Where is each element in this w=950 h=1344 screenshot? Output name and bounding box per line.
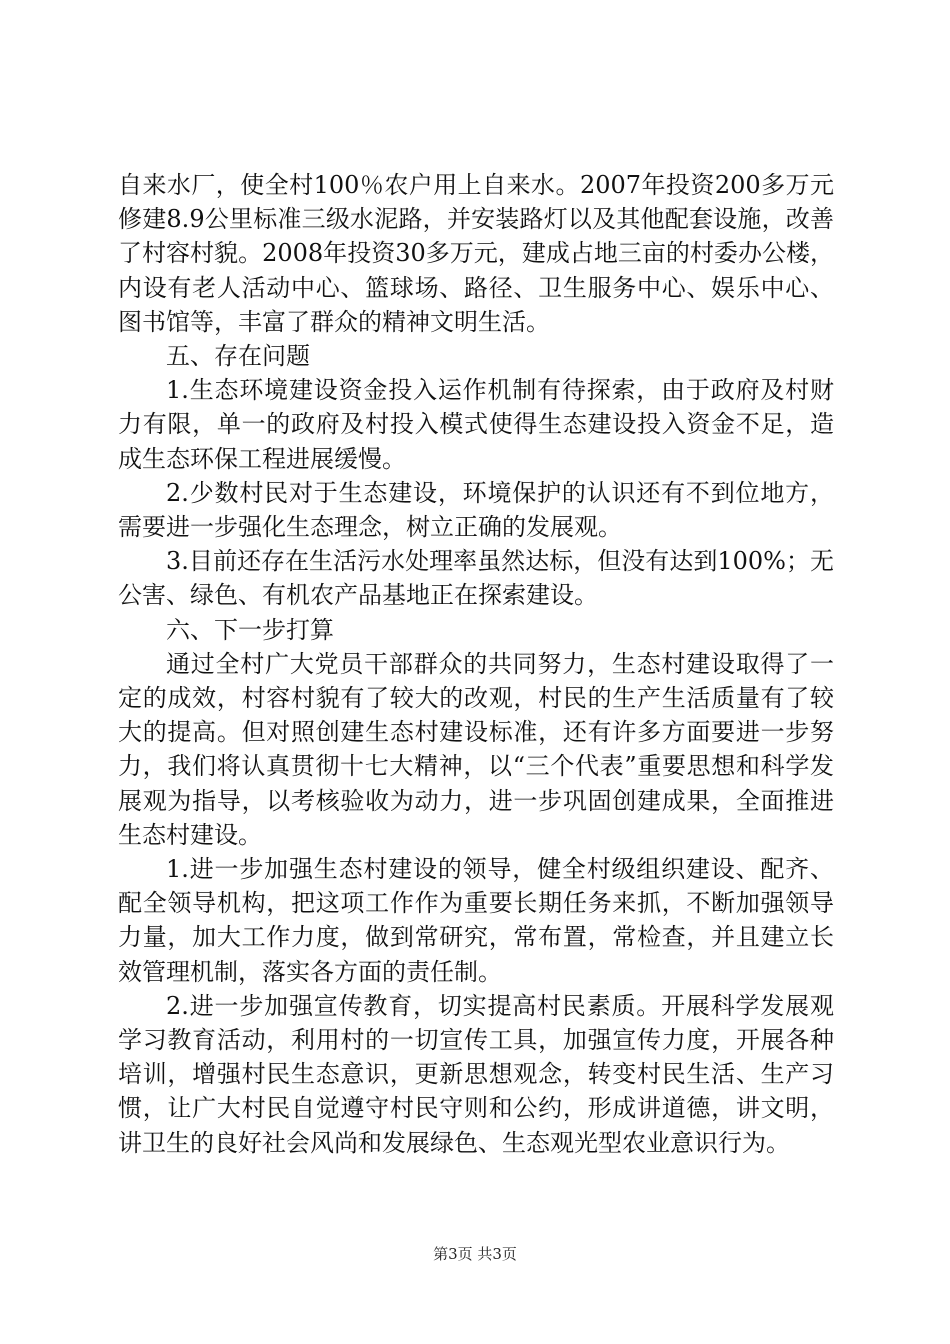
page-number-footer: 第3页 共3页 — [433, 1245, 517, 1263]
paragraph-problem-2: 2.少数村民对于生态建设，环境保护的认识还有不到位地方，需要进一步强化生态理念，树立正确的发展观。 — [118, 478, 834, 542]
paragraph-continued: 自来水厂，使全村100％农户用上自来水。2007年投资200多万元修建8.9公里标准三级水泥路，并安装路灯以及其他配套设施，改善了村容村貌。2008年投资30多万元，建成占地三亩的村委办公楼，内设有老人活动中心、篮球场、路径、卫生服务中心、娱乐中心、图书馆等，丰富了群众的精神文明生活。 — [118, 171, 834, 336]
paragraph-next-intro: 通过全村广大党员干部群众的共同努力，生态村建设取得了一定的成效，村容村貌有了较大的改观，村民的生产生活质量有了较大的提高。但对照创建生态村建设标准，还有许多方面要进一步努力，我们将认真贯彻十七大精神，以“三个代表”重要思想和科学发展观为指导，以考核验收为动力，进一步巩固创建成果，全面推进生态村建设。 — [118, 649, 834, 849]
paragraph-problem-3: 3.目前还存在生活污水处理率虽然达标，但没有达到100%；无公害、绿色、有机农产品基地正在探索建设。 — [118, 547, 834, 610]
paragraph-next-2: 2.进一步加强宣传教育，切实提高村民素质。开展科学发展观学习教育活动，利用村的一切宣传工具，加强宣传力度，开展各种培训，增强村民生态意识，更新思想观念，转变村民生活、生产习惯，让广大村民自觉遵守村民守则和公约，形成讲道德，讲文明，讲卫生的良好社会风尚和发展绿色、生态观光型农业意识行为。 — [118, 991, 834, 1157]
paragraph-problem-1: 1.生态环境建设资金投入运作机制有待探索，由于政府及村财力有限，单一的政府及村投入模式使得生态建设投入资金不足，造成生态环保工程进展缓慢。 — [118, 376, 834, 473]
section-heading-next-steps: 六、下一步打算 — [166, 615, 334, 644]
section-heading-problems: 五、存在问题 — [166, 342, 310, 371]
paragraph-next-1: 1.进一步加强生态村建设的领导，健全村级组织建设、配齐、配全领导机构，把这项工作作为重要长期任务来抓，不断加强领导力量，加大工作力度，做到常研究，常布置，常检查，并且建立长效管理机制，落实各方面的责任制。 — [118, 855, 834, 986]
document-body — [118, 168, 834, 1160]
